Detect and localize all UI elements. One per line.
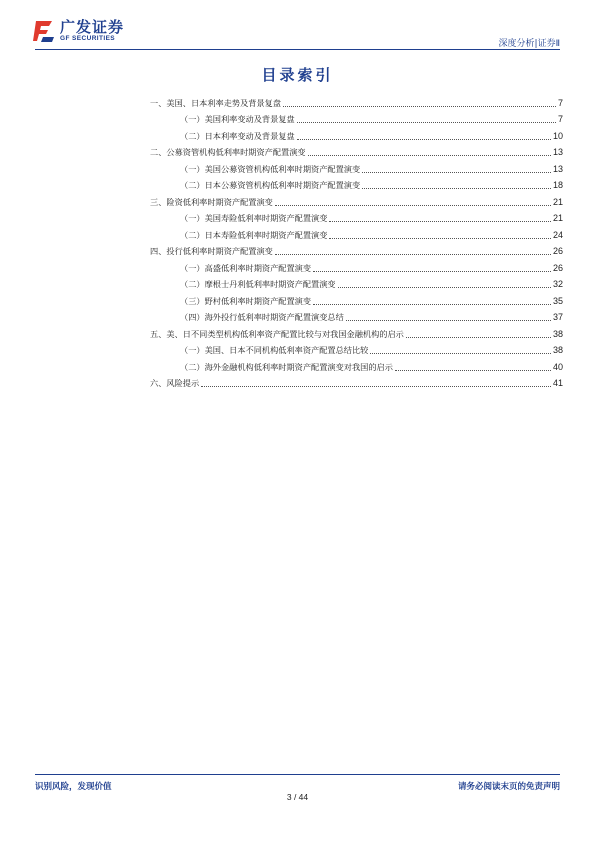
toc-entry-title: （一）美国、日本不同机构低利率资产配置总结比较 — [180, 345, 369, 355]
toc-entry-page: 37 — [552, 312, 563, 322]
toc-entry-page: 21 — [552, 213, 563, 223]
toc-entry-page: 7 — [557, 97, 563, 108]
toc-dot-leader — [275, 205, 551, 206]
toc-entry-page: 7 — [557, 114, 563, 124]
toc-entry[interactable] — [150, 125, 563, 142]
toc-entry[interactable] — [150, 373, 563, 390]
toc-entry-title: （二）日本寿险低利率时期资产配置演变 — [180, 229, 328, 240]
toc-dot-leader — [362, 172, 551, 173]
toc-entry-page: 21 — [552, 196, 563, 207]
toc-entry[interactable] — [150, 158, 563, 175]
toc-dot-leader — [308, 155, 551, 156]
toc-entry-title: （一）美国公募资管机构低利率时期资产配置演变 — [180, 163, 361, 174]
toc-entry-title: 六、风险提示 — [150, 378, 200, 388]
toc-dot-leader — [329, 221, 551, 222]
toc-entry-title: （三）野村低利率时期资产配置演变 — [180, 295, 312, 306]
toc-dot-leader — [370, 353, 551, 354]
toc-entry-title: （二）海外金融机构低利率时期资产配置演变对我国的启示 — [180, 361, 393, 372]
toc-entry-page: 38 — [552, 328, 563, 339]
toc-entry-page: 26 — [552, 246, 563, 256]
toc-entry[interactable] — [150, 356, 563, 373]
toc-dot-leader — [201, 386, 551, 387]
toc-dot-leader — [313, 304, 551, 305]
toc-entry-title: （二）日本公募资管机构低利率时期资产配置演变 — [180, 180, 361, 190]
toc-entry[interactable] — [150, 175, 563, 192]
gf-logo-icon — [33, 17, 55, 44]
toc-dot-leader — [329, 238, 551, 239]
brand-name: 广发证券 — [60, 18, 125, 36]
toc-entry[interactable] — [150, 191, 563, 208]
report-type-label: 深度分析|证券Ⅱ — [498, 39, 560, 49]
toc-entry[interactable] — [150, 257, 563, 274]
toc-entry[interactable] — [150, 208, 563, 225]
toc-entry-title: （二）摩根士丹利低利率时期资产配置演变 — [180, 279, 336, 289]
toc-entry-title: （一）美国利率变动及背景复盘 — [180, 114, 295, 124]
toc-entry-title: 五、美、日不同类型机构低利率资产配置比较与对我国金融机构的启示 — [150, 328, 404, 339]
brand-name-english: GF SECURITIES — [60, 35, 116, 42]
toc-entry[interactable] — [150, 307, 563, 324]
toc-dot-leader — [275, 254, 551, 255]
toc-entry-title: 二、公募资管机构低利率时期资产配置演变 — [150, 147, 306, 157]
toc-entry-page: 10 — [552, 130, 563, 141]
footer-slogan: 识别风险，发现价值 — [35, 782, 112, 792]
toc-entry-title: 一、美国、日本利率走势及背景复盘 — [150, 97, 282, 108]
toc-entry-page: 13 — [552, 163, 563, 174]
toc-title: 目录索引 — [261, 66, 334, 84]
toc-dot-leader — [338, 287, 551, 288]
page-header — [0, 0, 595, 52]
footer-disclaimer-note: 请务必阅读末页的免责声明 — [457, 782, 560, 792]
toc-entry-page: 24 — [552, 229, 563, 240]
toc-entry[interactable] — [150, 340, 563, 357]
toc-entry[interactable] — [150, 92, 563, 109]
toc-entry[interactable] — [150, 241, 563, 258]
toc-dot-leader — [313, 271, 551, 272]
toc-entry[interactable] — [150, 224, 563, 241]
toc-entry-title: 三、险资低利率时期资产配置演变 — [150, 196, 273, 207]
table-of-contents — [150, 92, 563, 389]
toc-dot-leader — [297, 122, 556, 123]
toc-entry-page: 32 — [552, 279, 563, 289]
header-divider — [35, 49, 560, 50]
toc-entry-title: （一）美国寿险低利率时期资产配置演变 — [180, 213, 328, 223]
toc-dot-leader — [297, 139, 551, 140]
toc-entry[interactable] — [150, 274, 563, 291]
toc-entry-page: 38 — [552, 345, 563, 355]
toc-entry[interactable] — [150, 323, 563, 340]
toc-dot-leader — [346, 320, 551, 321]
toc-entry[interactable] — [150, 290, 563, 307]
toc-entry-page: 13 — [552, 147, 563, 157]
toc-entry-title: （二）日本利率变动及背景复盘 — [180, 130, 295, 141]
toc-entry-title: （一）高盛低利率时期资产配置演变 — [180, 262, 312, 273]
toc-entry-title: （四）海外投行低利率时期资产配置演变总结 — [180, 312, 344, 322]
toc-dot-leader — [395, 370, 551, 371]
toc-entry-page: 26 — [552, 262, 563, 273]
toc-entry-page: 18 — [552, 180, 563, 190]
toc-entry-page: 40 — [552, 361, 563, 372]
toc-entry[interactable] — [150, 142, 563, 159]
toc-dot-leader — [283, 106, 556, 107]
toc-entry-page: 41 — [552, 378, 563, 388]
toc-entry-title: 四、投行低利率时期资产配置演变 — [150, 246, 273, 256]
toc-dot-leader — [406, 337, 551, 338]
page-number: 3 / 44 — [286, 792, 309, 802]
toc-dot-leader — [362, 188, 551, 189]
footer-divider — [35, 774, 560, 775]
toc-entry[interactable] — [150, 109, 563, 126]
toc-entry-page: 35 — [552, 295, 563, 306]
